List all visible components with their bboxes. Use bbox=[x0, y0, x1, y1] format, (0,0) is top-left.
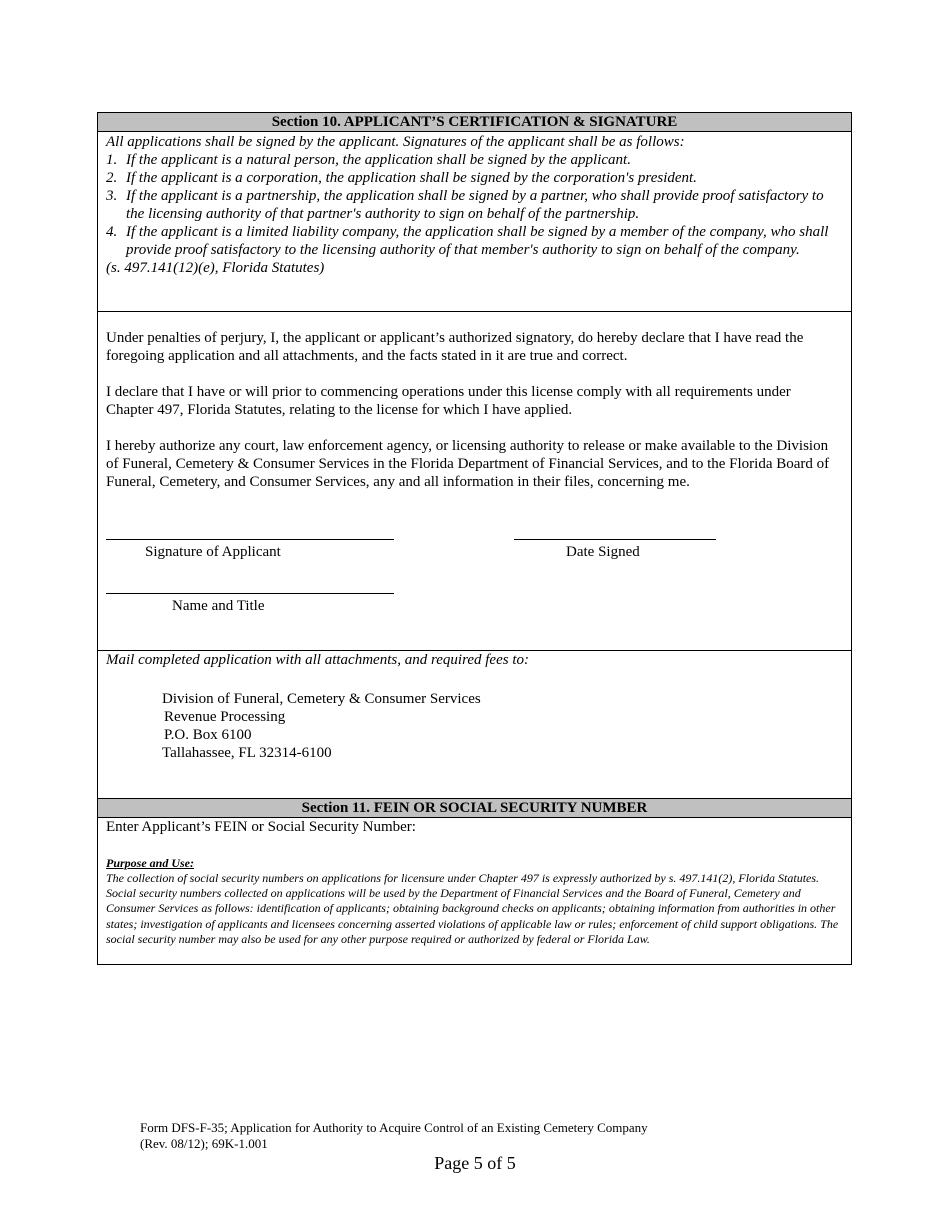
address-line-3: P.O. Box 6100 bbox=[164, 727, 252, 743]
purpose-title: Purpose and Use: bbox=[106, 856, 195, 870]
instruction-text: If the applicant is a corporation, the application shall be signed by the corporation's president. bbox=[126, 170, 697, 186]
instruction-number: 4. bbox=[106, 224, 118, 240]
name-title-label: Name and Title bbox=[172, 598, 265, 614]
declaration-authorization: I hereby authorize any court, law enforcement agency, or licensing authority to release or make available to the Division of Funeral, Cemetery & Consumer Services in the Florida Department of Financial Services, and to the Florida Board of Funeral, Cemetery, and Consumer Services, any and all information in their files, concerning me. bbox=[106, 438, 830, 490]
fein-label: Enter Applicant’s FEIN or Social Security Number: bbox=[106, 819, 416, 835]
section-11-header: Section 11. FEIN OR SOCIAL SECURITY NUMBER bbox=[98, 798, 851, 818]
instruction-number: 1. bbox=[106, 152, 118, 168]
name-title-line[interactable] bbox=[106, 593, 394, 594]
declaration-compliance: I declare that I have or will prior to commencing operations under this license comply with all requirements under Chapter 497, Florida Statutes, relating to the license for which I have applied. bbox=[106, 384, 791, 418]
purpose-text: The collection of social security numbers on applications for licensure under Chapter 497 is expressly authorized by s. 497.141(2), Florida Statutes. Social security numbers collected on applications will be used by the Department of Financial Services and the Board of Funeral, Cemetery and Consumer Services as follows: identification of applicants; obtaining background checks on applicants; obtaining information from authorities in other states; investigation of applicants and licensees concerning asserted violations of applicable law or rules; enforcement of child support obligations. The social security number may also be used for any other purpose required or authorized by federal or Florida Law. bbox=[106, 871, 839, 946]
instructions-intro: All applications shall be signed by the applicant. Signatures of the applicant shall be as follows: bbox=[106, 134, 685, 150]
application-form bbox=[97, 112, 852, 965]
date-signed-label: Date Signed bbox=[566, 544, 640, 560]
date-signed-line[interactable] bbox=[514, 539, 716, 540]
signature-instructions bbox=[98, 132, 851, 312]
address-line-1: Division of Funeral, Cemetery & Consumer Services bbox=[162, 691, 481, 707]
fein-section bbox=[98, 818, 851, 964]
mailing-instructions bbox=[98, 651, 851, 798]
statute-reference: (s. 497.141(12)(e), Florida Statutes) bbox=[106, 260, 325, 276]
address-line-4: Tallahassee, FL 32314-6100 bbox=[162, 745, 332, 761]
mail-intro: Mail completed application with all attachments, and required fees to: bbox=[106, 652, 529, 668]
instruction-number: 2. bbox=[106, 170, 118, 186]
form-footer bbox=[140, 1120, 648, 1152]
instructions-list bbox=[106, 151, 843, 259]
section-10-header: Section 10. APPLICANT’S CERTIFICATION & SIGNATURE bbox=[98, 113, 851, 132]
instruction-item bbox=[106, 151, 843, 169]
instruction-item bbox=[106, 187, 843, 223]
page-number: Page 5 of 5 bbox=[434, 1153, 516, 1173]
declaration-perjury: Under penalties of perjury, I, the applicant or applicant’s authorized signatory, do hereby declare that I have read the foregoing application and all attachments, and the facts stated in it are true and correct. bbox=[106, 330, 804, 364]
instruction-text: If the applicant is a partnership, the application shall be signed by a partner, who shall provide proof satisfactory to the licensing authority of that partner's authority to sign on behalf of the partnership. bbox=[126, 188, 824, 222]
instruction-text: If the applicant is a limited liability company, the application shall be signed by a member of the company, who shall provide proof satisfactory to the licensing authority of that member's authority to sign on behalf of the company. bbox=[126, 224, 829, 258]
address-line-2: Revenue Processing bbox=[164, 709, 286, 725]
instruction-text: If the applicant is a natural person, the application shall be signed by the applicant. bbox=[126, 152, 631, 168]
signature-label: Signature of Applicant bbox=[145, 544, 281, 560]
instruction-item bbox=[106, 169, 843, 187]
form-revision: (Rev. 08/12); 69K-1.001 bbox=[140, 1136, 268, 1151]
declarations-area bbox=[98, 312, 851, 651]
instruction-item bbox=[106, 223, 843, 259]
form-id: Form DFS-F-35; Application for Authority to Acquire Control of an Existing Cemetery Company bbox=[140, 1120, 648, 1135]
instruction-number: 3. bbox=[106, 188, 118, 204]
signature-line[interactable] bbox=[106, 539, 394, 540]
